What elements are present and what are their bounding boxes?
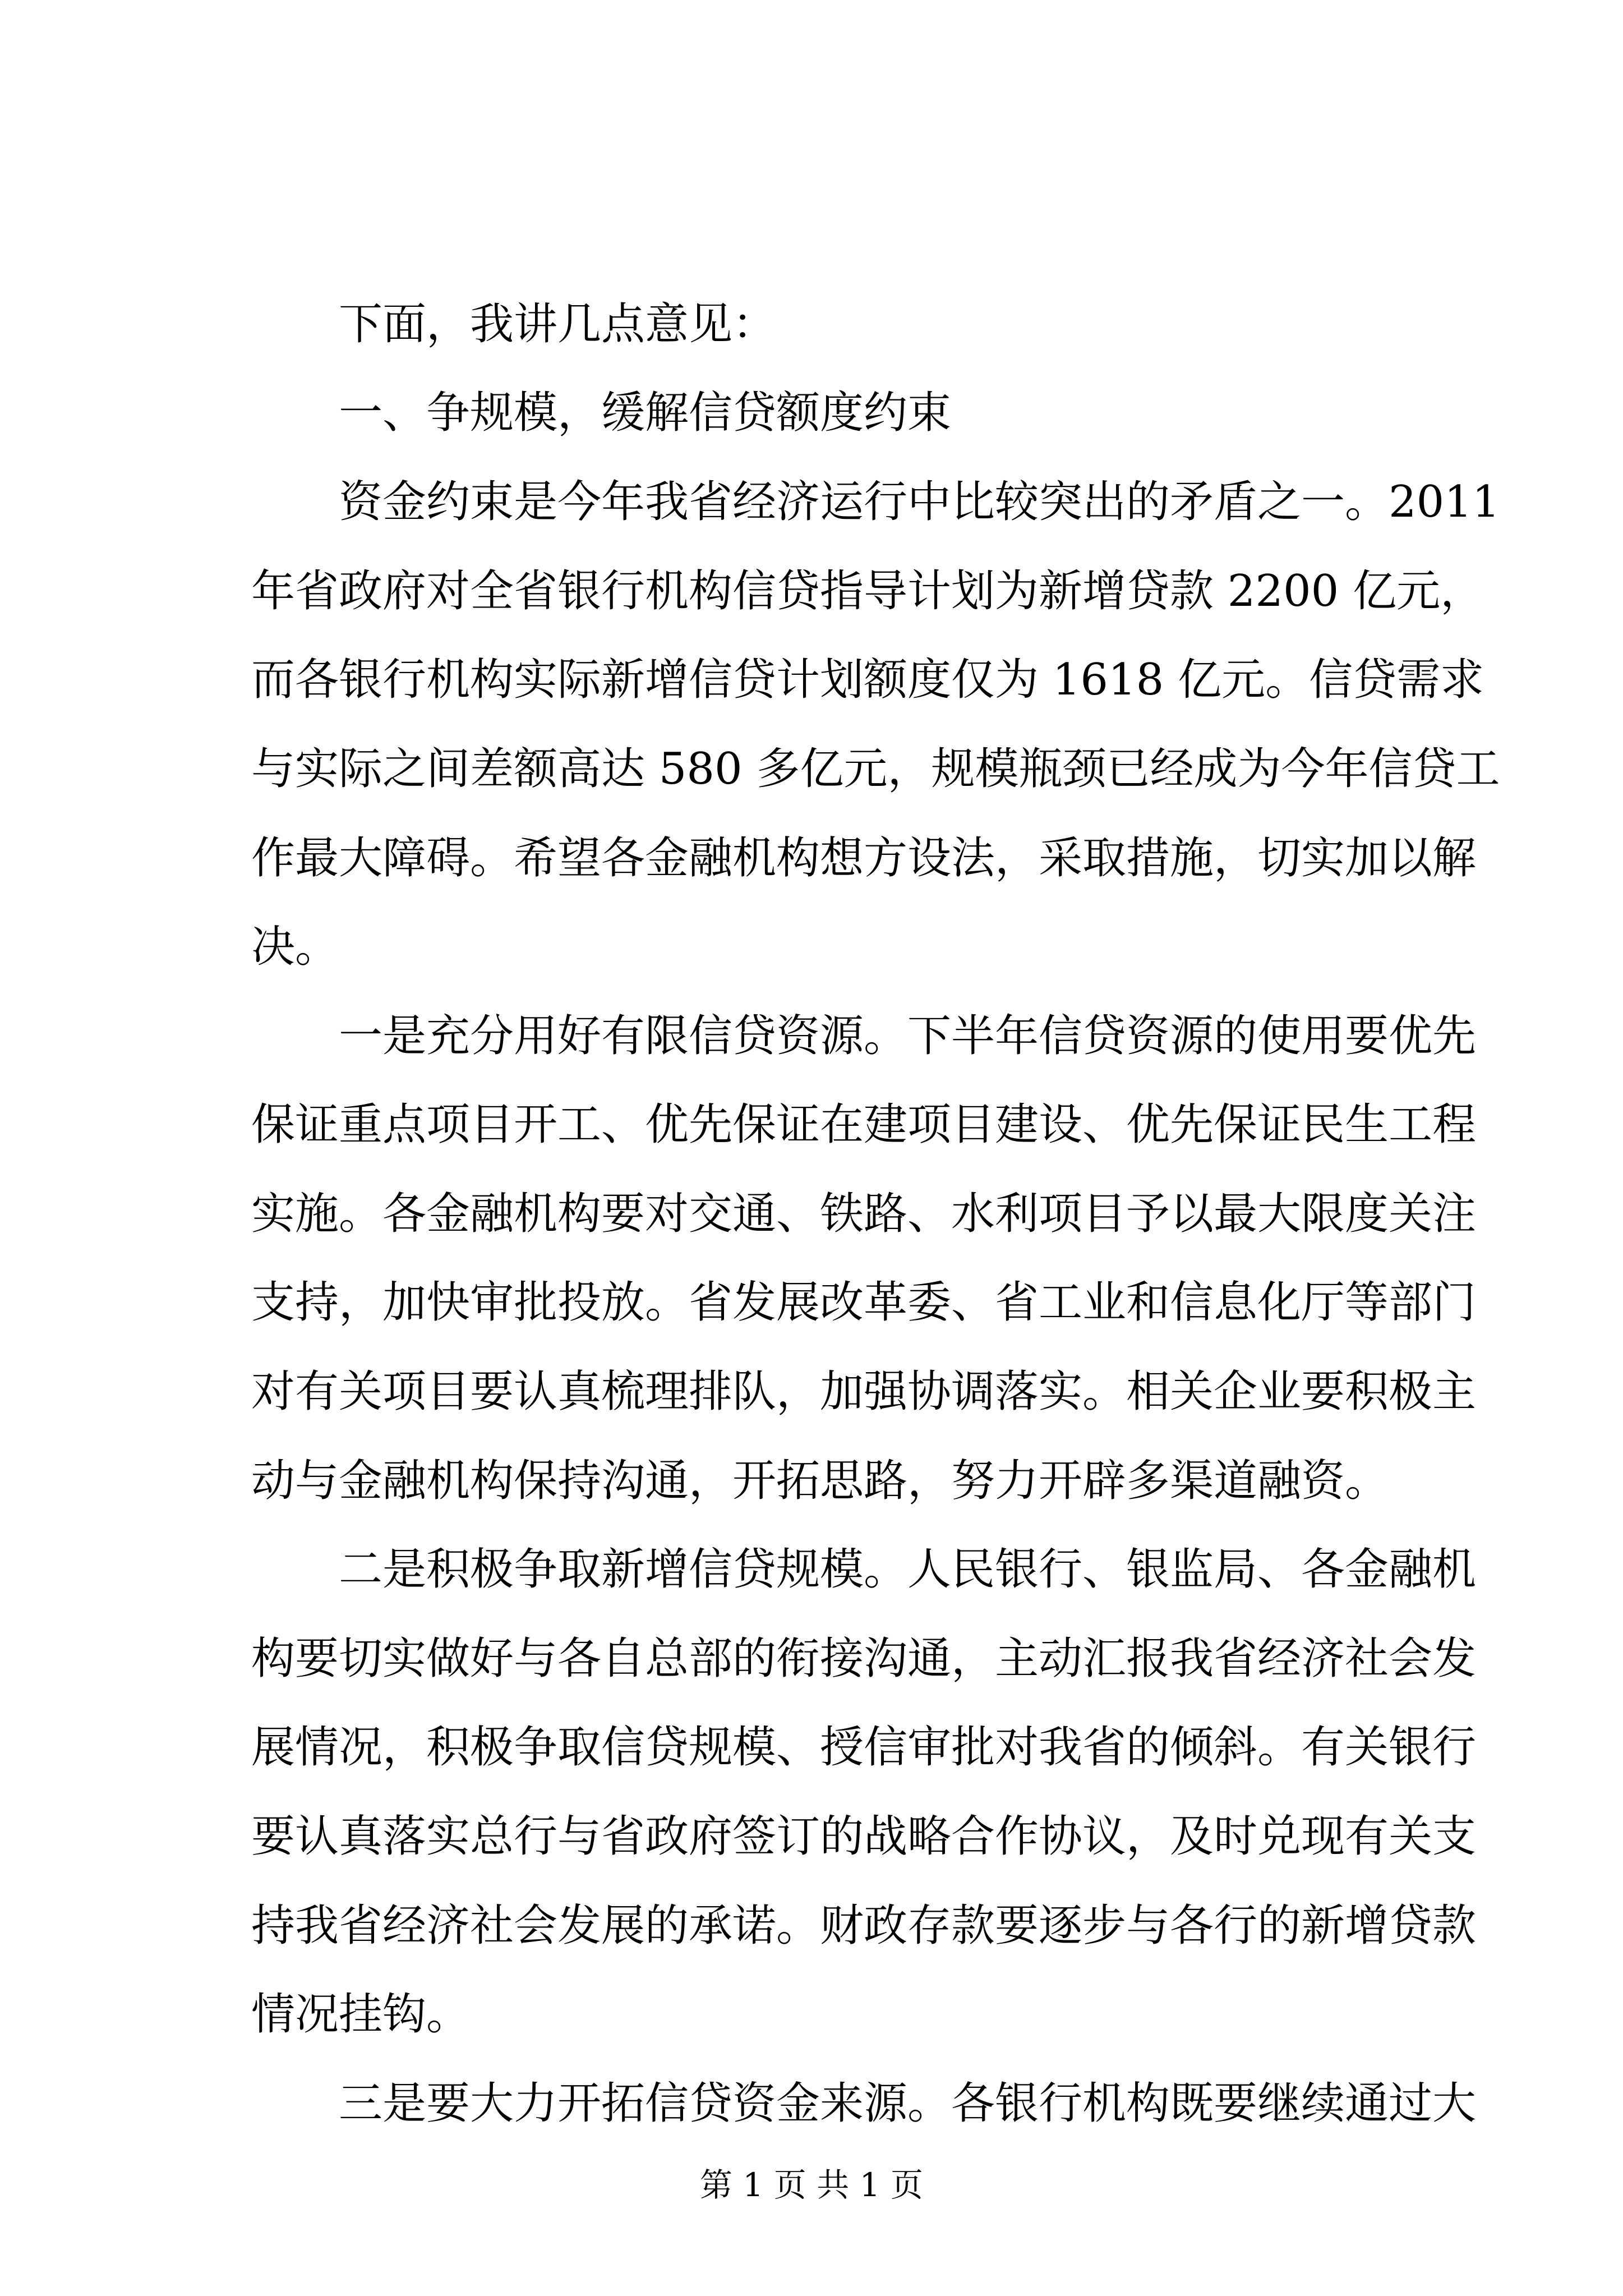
- text-line: 对有关项目要认真梳理排队，加强协调落实。相关企业要积极主: [251, 1366, 1477, 1417]
- text-line: 动与金融机构保持沟通，开拓思路，努力开辟多渠道融资。: [251, 1456, 1389, 1506]
- text-line: 资金约束是今年我省经济运行中比较突出的矛盾之一。2011: [339, 477, 1500, 527]
- text-line: 决。: [251, 922, 339, 972]
- text-line: 与实际之间差额高达 580 多亿元，规模瓶颈已经成为今年信贷工: [251, 744, 1500, 794]
- text-line: 三是要大力开拓信贷资金来源。各银行机构既要继续通过大: [339, 2078, 1477, 2129]
- text-line: 支持，加快审批投放。省发展改革委、省工业和信息化厅等部门: [251, 1277, 1477, 1328]
- text-line: 展情况，积极争取信贷规模、授信审批对我省的倾斜。有关银行: [251, 1722, 1477, 1773]
- text-line: 一是充分用好有限信贷资源。下半年信贷资源的使用要优先: [339, 1011, 1477, 1061]
- text-line: 下面，我讲几点意见：: [339, 299, 777, 349]
- text-line: 要认真落实总行与省政府签订的战略合作协议，及时兑现有关支: [251, 1811, 1477, 1862]
- text-line: 情况挂钩。: [251, 1989, 471, 2040]
- text-line: 二是积极争取新增信贷规模。人民银行、银监局、各金融机: [339, 1544, 1477, 1595]
- text-line: 年省政府对全省银行机构信贷指导计划为新增贷款 2200 亿元，: [251, 566, 1484, 616]
- text-line: 构要切实做好与各自总部的衔接沟通，主动汇报我省经济社会发: [251, 1634, 1477, 1684]
- text-line: 作最大障碍。希望各金融机构想方设法，采取措施，切实加以解: [251, 833, 1477, 884]
- text-line: 保证重点项目开工、优先保证在建项目建设、优先保证民生工程: [251, 1099, 1477, 1150]
- text-line: 而各银行机构实际新增信贷计划额度仅为 1618 亿元。信贷需求: [251, 655, 1484, 705]
- text-line: 实施。各金融机构要对交通、铁路、水利项目予以最大限度关注: [251, 1189, 1477, 1239]
- text-line: 持我省经济社会发展的承诺。财政存款要逐步与各行的新增贷款: [251, 1901, 1477, 1951]
- page-footer: 第 1 页 共 1 页: [700, 2166, 923, 2204]
- section-heading: 一、争规模，缓解信贷额度约束: [339, 388, 952, 438]
